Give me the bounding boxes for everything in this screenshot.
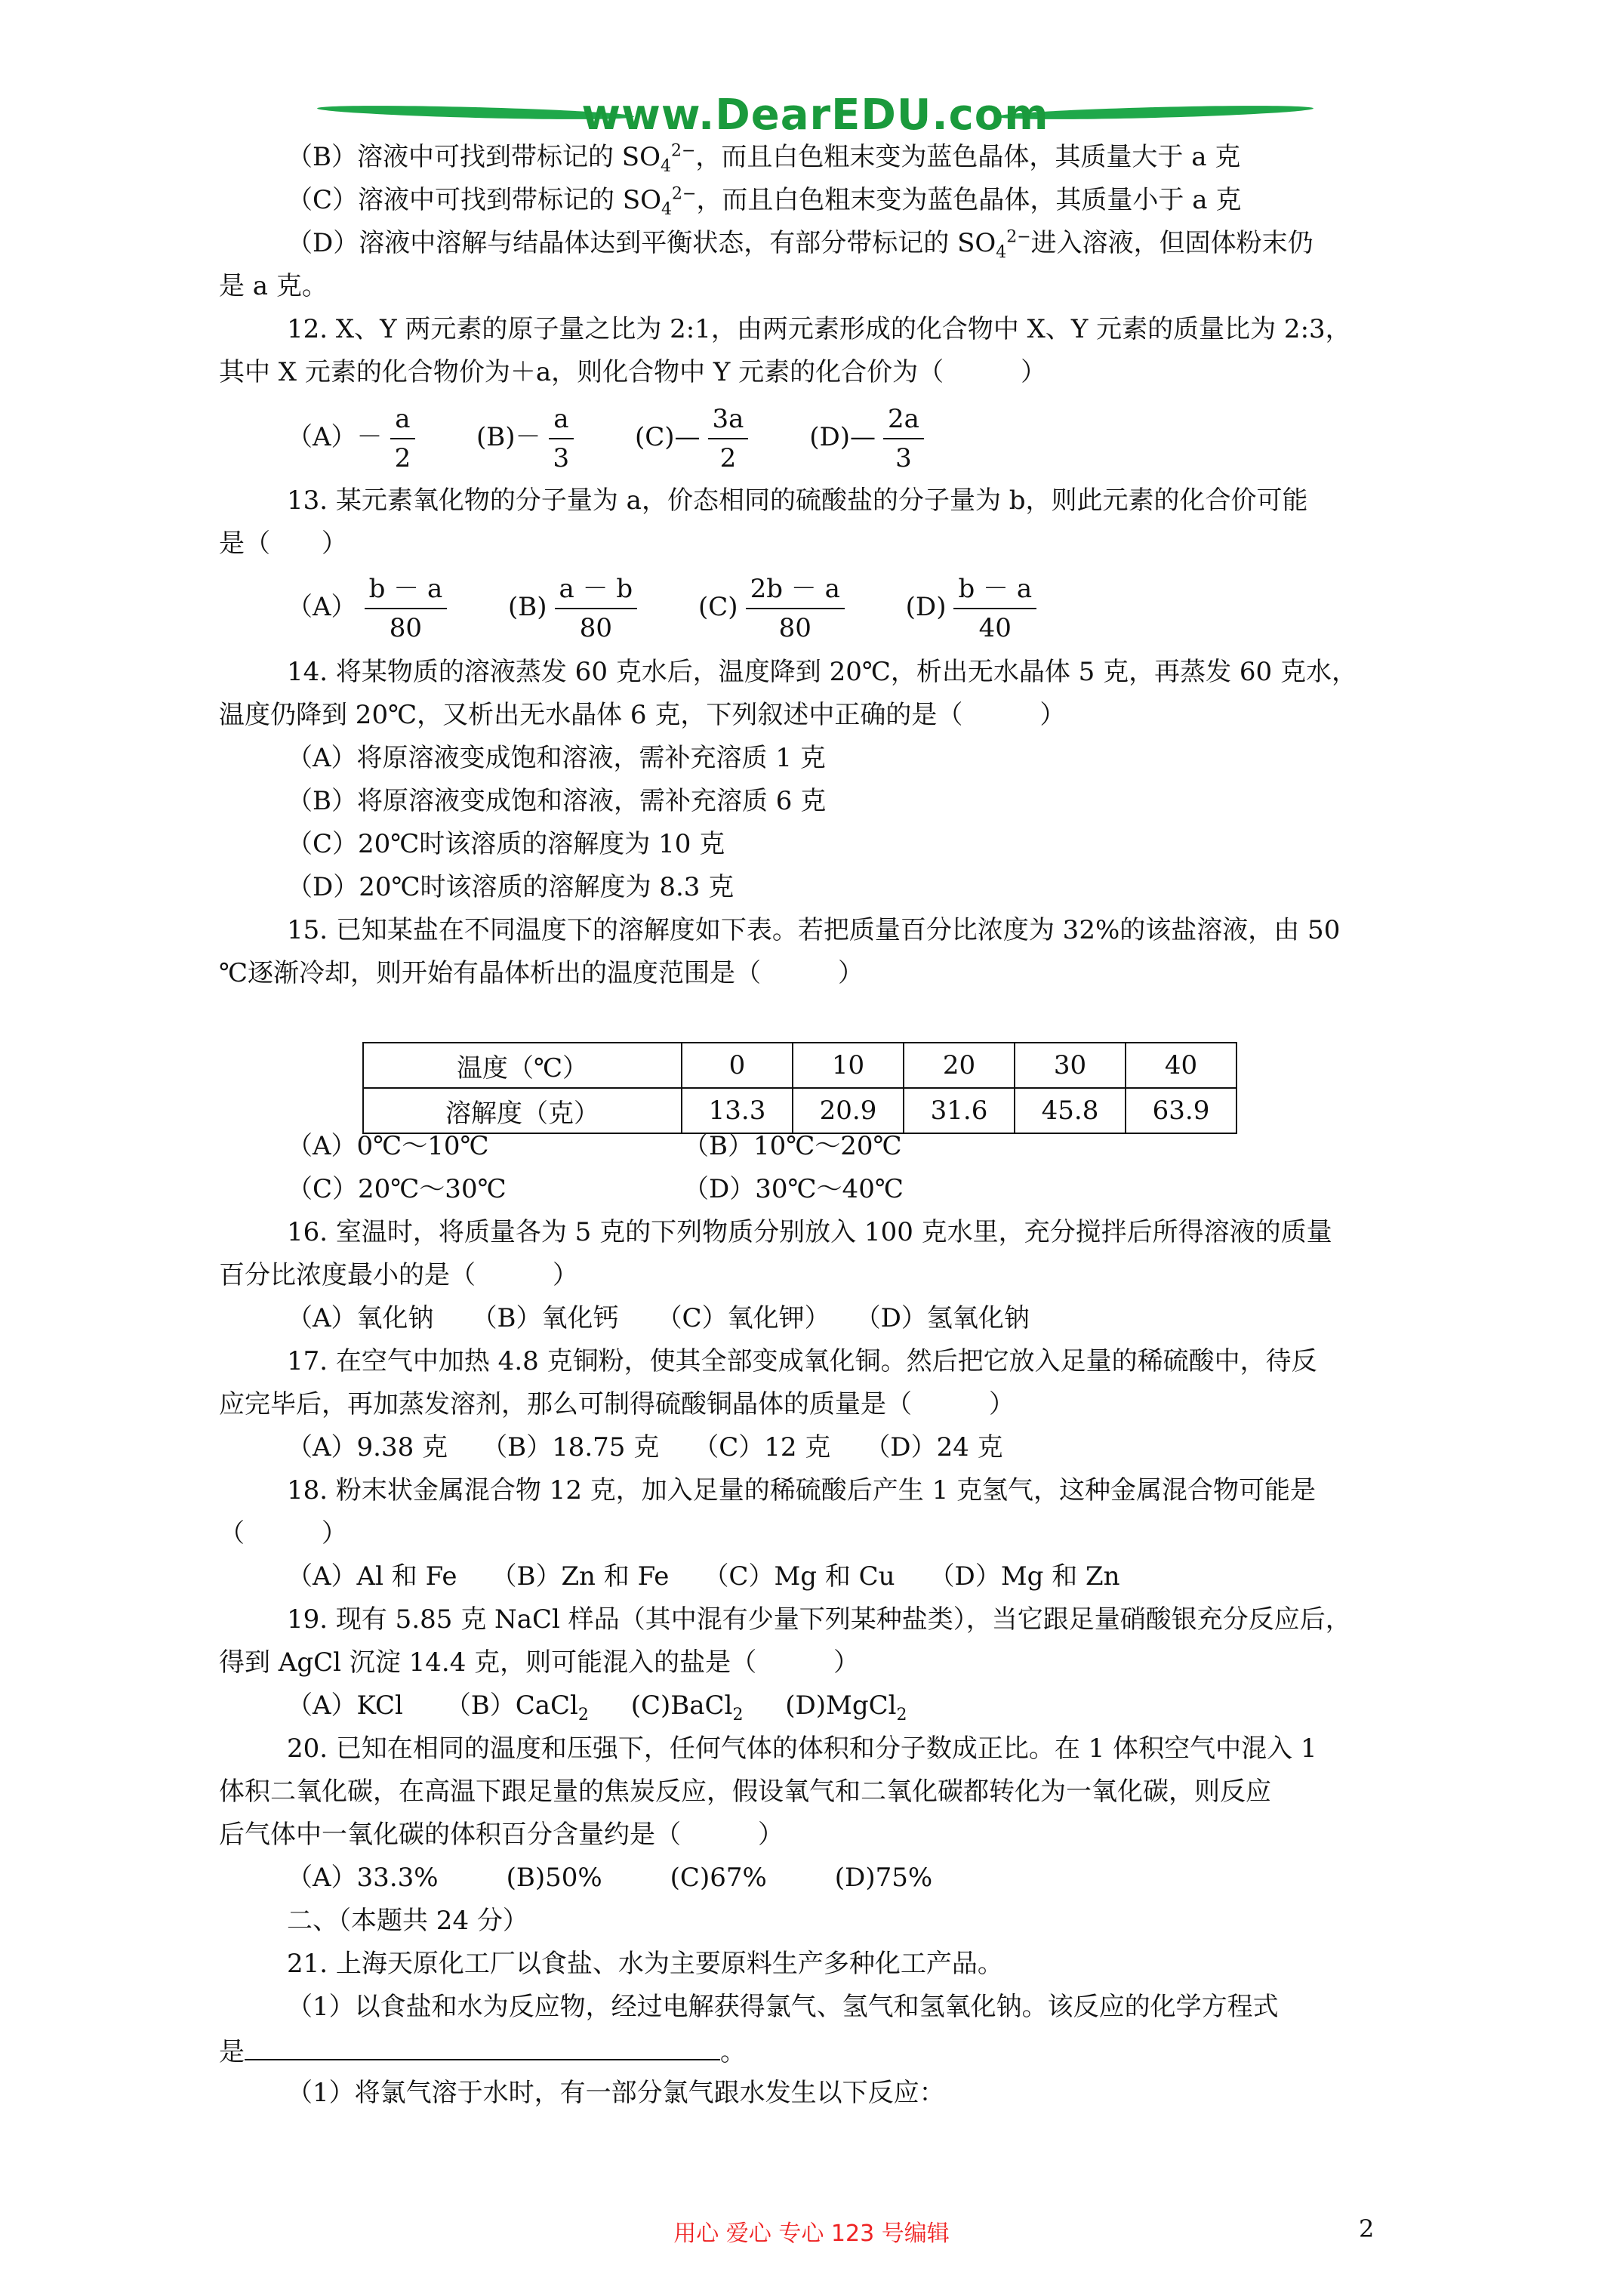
q12-options: （A）－ $\frac{a}{2}$ (B)－ $\frac{a}{3}$ (C)— $\frac{3a}{2}$ (D)— $\frac{2a}{3}$ (287, 400, 932, 477)
q14-option-d: （D）20℃时该溶质的溶解度为 8.3 克 (287, 872, 735, 902)
q14-stem-cont: 温度仍降到 20℃，又析出无水晶体 6 克，下列叙述中正确的是（ ） (219, 700, 1066, 730)
q16-stem: 16. 室温时，将质量各为 5 克的下列物质分别放入 100 克水里，充分搅拌后所得溶液的质量 (287, 1217, 1332, 1247)
q13-options: （A） $\frac{b - a}{80}$ (B) $\frac{a - b}{80}$ (C) $\frac{2b - a}{80}$ (D) $\frac{b - a}{40}$ (287, 570, 1044, 647)
q11-option-d: （D）溶液中溶解与结晶体达到平衡状态，有部分带标记的 $SO_4^{2-}$进入溶液，但固体粉末仍 (287, 227, 1313, 262)
q14-option-a: （A）将原溶液变成饱和溶液，需补充溶质 1 克 (287, 743, 826, 773)
q19-options: （A）KCl （B）CaCl$_2$ (C)BaCl$_2$ (D)MgCl$_2$ (287, 1690, 907, 1724)
solubility-table (362, 1042, 1237, 1134)
fraction: $\frac{a}{2}$ (390, 400, 416, 477)
fraction: $\frac{a - b}{80}$ (555, 570, 638, 647)
q15-option-c: （C）20℃～30℃ (287, 1174, 507, 1204)
q16-options: （A）氧化钠 （B）氧化钙 （C）氧化钾） （D）氢氧化钠 (287, 1303, 1030, 1333)
q20-options: （A）33.3% (B)50% (C)67% (D)75% (287, 1863, 933, 1893)
q13-stem: 13. 某元素氧化物的分子量为 a，价态相同的硫酸盐的分子量为 b，则此元素的化合价可能 (287, 485, 1308, 516)
fraction: $\frac{2a}{3}$ (883, 400, 924, 477)
q18-stem-cont: （ ） (219, 1518, 347, 1549)
q14-option-c: （C）20℃时该溶质的溶解度为 10 克 (287, 829, 725, 859)
q14-stem: 14. 将某物质的溶液蒸发 60 克水后，温度降到 20℃，析出无水晶体 5 克，再蒸发 60 克水， (287, 657, 1357, 687)
q15-stem: 15. 已知某盐在不同温度下的溶解度如下表。若把质量百分比浓度为 32%的该盐溶液，由 50 (287, 915, 1341, 945)
table-row: 溶解度（克） 13.3 20.9 31.6 45.8 63.9 (363, 1088, 1236, 1133)
fraction: $\frac{b - a}{80}$ (365, 570, 448, 647)
q20-stem-cont-1: 体积二氧化碳，在高温下跟足量的焦炭反应，假设氧气和二氧化碳都转化为一氧化碳，则反应 (219, 1777, 1271, 1807)
q21-stem: 21. 上海天原化工厂以食盐、水为主要原料生产多种化工产品。 (287, 1949, 1003, 1979)
q11-option-b: （B）溶液中可找到带标记的 $SO_4^{2-}$，而且白色粗末变为蓝色晶体，其质量大于 a 克 (287, 141, 1241, 176)
footer-credit: 用心 爱心 专心 123 号编辑 (673, 2220, 950, 2247)
q15-option-a: （A）0℃～10℃ (287, 1131, 489, 1161)
q14-option-b: （B）将原溶液变成饱和溶液，需补充溶质 6 克 (287, 786, 827, 816)
q17-stem-cont: 应完毕后，再加蒸发溶剂，那么可制得硫酸铜晶体的质量是（ ） (219, 1389, 1015, 1419)
q21-part1-answer-line: 是 。 (219, 2029, 746, 2074)
q20-stem: 20. 已知在相同的温度和压强下，任何气体的体积和分子数成正比。在 1 体积空气中混入 1 (287, 1734, 1317, 1764)
q15-option-b: （B）10℃～20℃ (683, 1131, 902, 1161)
q11-option-c: （C）溶液中可找到带标记的 $SO_4^{2-}$，而且白色粗末变为蓝色晶体，其质量小于 a 克 (287, 184, 1242, 219)
q17-stem: 17. 在空气中加热 4.8 克铜粉，使其全部变成氧化铜。然后把它放入足量的稀硫酸中，待反 (287, 1346, 1317, 1376)
q12-stem: 12. X、Y 两元素的原子量之比为 2:1，由两元素形成的化合物中 X、Y 元素的质量比为 2:3， (287, 314, 1351, 344)
answer-blank (245, 2029, 720, 2060)
q15-option-d: （D）30℃～40℃ (683, 1174, 904, 1204)
page-number: 2 (1359, 2214, 1375, 2243)
q12-stem-cont: 其中 X 元素的化合物价为＋a，则化合物中 Y 元素的化合价为（ ） (219, 357, 1047, 387)
q18-stem: 18. 粉末状金属混合物 12 克，加入足量的稀硫酸后产生 1 克氢气，这种金属混合物可能是 (287, 1475, 1317, 1505)
fraction: $\frac{3a}{2}$ (708, 400, 749, 477)
q18-options: （A）Al 和 Fe （B）Zn 和 Fe （C）Mg 和 Cu （D）Mg 和 Zn (287, 1561, 1120, 1592)
q11-option-d-cont: 是 a 克。 (219, 271, 328, 301)
q17-options: （A）9.38 克 （B）18.75 克 （C）12 克 （D）24 克 (287, 1432, 1003, 1462)
q19-stem-cont: 得到 AgCl 沉淀 14.4 克，则可能混入的盐是（ ） (219, 1647, 860, 1678)
q19-stem: 19. 现有 5.85 克 NaCl 样品（其中混有少量下列某种盐类），当它跟足量硝酸银充分反应后， (287, 1604, 1351, 1635)
q21-part2: （1）将氯气溶于水时，有一部分氯气跟水发生以下反应： (287, 2078, 945, 2108)
q15-stem-cont: ℃逐渐冷却，则开始有晶体析出的温度范围是（ ） (219, 958, 864, 988)
q16-stem-cont: 百分比浓度最小的是（ ） (219, 1260, 578, 1290)
site-logo-text: www.DearEDU.com (581, 91, 1049, 140)
section-heading: 二、（本题共 24 分） (287, 1906, 528, 1936)
fraction: $\frac{b - a}{40}$ (953, 570, 1036, 647)
q21-part1: （1）以食盐和水为反应物，经过电解获得氯气、氢气和氢氧化钠。该反应的化学方程式 (287, 1992, 1279, 2022)
fraction: $\frac{2b - a}{80}$ (746, 570, 845, 647)
q20-stem-cont-2: 后气体中一氧化碳的体积百分含量约是（ ） (219, 1820, 784, 1850)
q13-stem-cont: 是（ ） (219, 529, 347, 559)
fraction: $\frac{a}{3}$ (549, 400, 574, 477)
table-row: 温度（℃） 0 10 20 30 40 (363, 1043, 1236, 1088)
